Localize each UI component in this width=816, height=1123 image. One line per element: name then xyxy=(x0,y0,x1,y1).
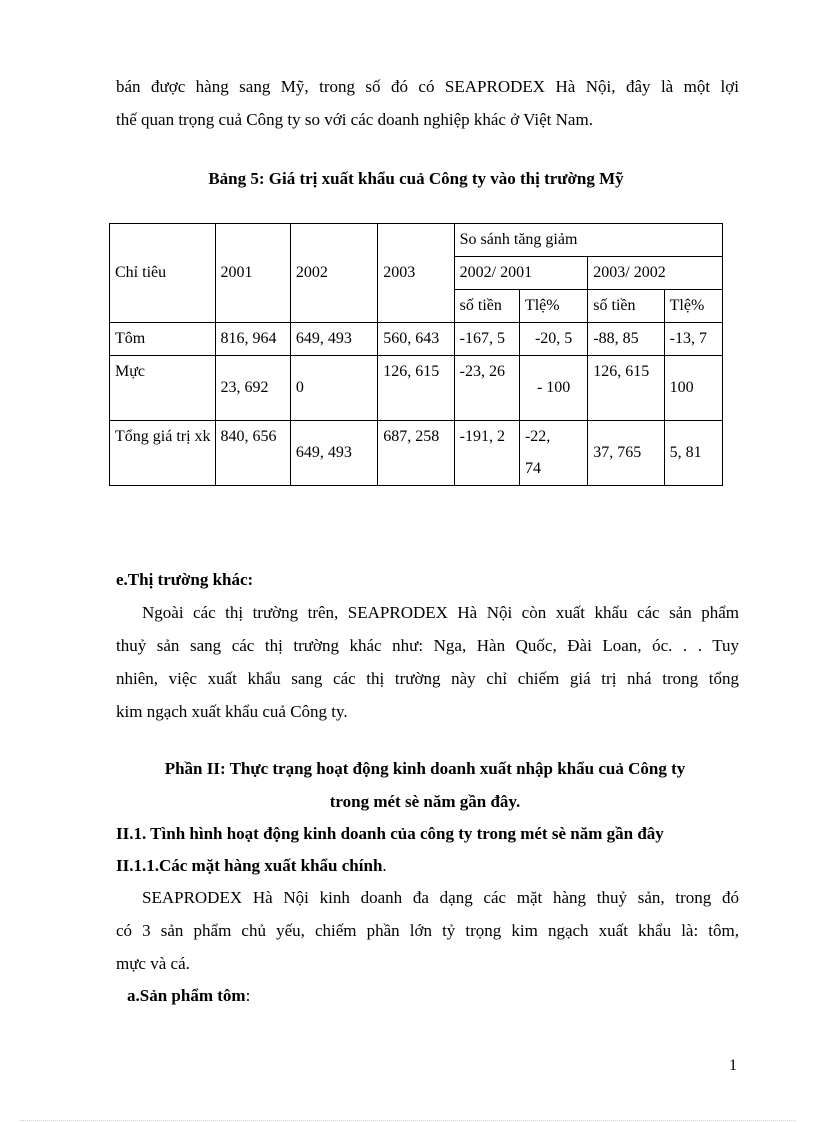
page-number: 1 xyxy=(729,1057,737,1074)
cell-so-tien-2: -88, 85 xyxy=(588,323,664,356)
cell-2002: 0 xyxy=(290,356,377,421)
cell-so-tien-1: -167, 5 xyxy=(459,330,505,347)
section-e-line-4: kim ngạch xuất khẩu cuả Công ty. xyxy=(116,702,348,721)
cell-tle-2: -13, 7 xyxy=(669,330,707,347)
cell-2002: 649, 493 xyxy=(290,421,377,486)
header-2002-2001: 2002/ 2001 xyxy=(454,257,588,290)
table-caption: Bảng 5: Giá trị xuất khẩu cuả Công ty vào thị trường Mỹ xyxy=(208,169,624,188)
intro-line-2: thế quan trọng cuả Công ty so với các doanh nghiệp khác ở Việt Nam. xyxy=(116,110,593,129)
header-compare: So sánh tăng giảm xyxy=(454,224,722,257)
part2-line-2: có 3 sản phẩm chủ yếu, chiếm phần lớn tỷ trọng kim ngạch xuất khẩu là: tôm, xyxy=(116,921,739,940)
header-so-tien-2: số tiền xyxy=(588,290,664,323)
header-2001: 2001 xyxy=(215,224,290,323)
cell-tle-1: - 100 xyxy=(519,356,587,421)
section-e-heading: e.Thị trường khác: xyxy=(116,570,254,589)
cell-tle-1: -20, 5 xyxy=(519,323,587,356)
cell-2001: 816, 964 xyxy=(220,330,277,347)
cell-tle-2: 5, 81 xyxy=(664,421,722,486)
cell-2003: 126, 615 xyxy=(383,363,440,380)
section-ii11-heading xyxy=(116,849,387,882)
header-so-tien-1: số tiền xyxy=(454,290,519,323)
part2-title-line-1: Phần II: Thực trạng hoạt động kinh doanh xuất nhập khẩu cuả Công ty xyxy=(164,759,686,778)
intro-line-1: bán được hàng sang Mỹ, trong số đó có SEAPRODEX Hà Nội, đây là một lợi xyxy=(116,77,739,96)
cell-so-tien-2: 37, 765 xyxy=(588,421,664,486)
export-value-table xyxy=(109,223,723,486)
row-label: Tổng giá trị xk xyxy=(115,428,211,445)
cell-so-tien-1: -23, 26 xyxy=(459,363,505,380)
row-label: Mực xyxy=(110,356,216,421)
table-row xyxy=(110,356,723,421)
header-chi-tieu: Chỉ tiêu xyxy=(110,224,216,323)
header-2002: 2002 xyxy=(290,224,377,323)
cell-2001: 840, 656 xyxy=(220,428,277,445)
section-e-line-1: Ngoài các thị trường trên, SEAPRODEX Hà Nội còn xuất khẩu các sản phẩm xyxy=(142,603,739,622)
table-row xyxy=(110,421,723,486)
cell-2002: 649, 493 xyxy=(290,323,377,356)
cell-so-tien-2: 126, 615 xyxy=(593,363,650,380)
part2-paragraph xyxy=(116,881,739,980)
part2-title-line-2: trong mét sè năm gần đây. xyxy=(329,792,521,811)
section-ii1-heading: II.1. Tình hình hoạt động kinh doanh của công ty trong mét sè năm gần đây xyxy=(116,824,664,843)
cell-2001: 23, 692 xyxy=(215,356,290,421)
section-e-line-2: thuỷ sản sang các thị trường khác như: Nga, Hàn Quốc, Đài Loan, óc. . . Tuy xyxy=(116,636,739,655)
header-tle-1: Tlệ% xyxy=(519,290,587,323)
row-label: Tôm xyxy=(110,323,216,356)
header-2003-2002: 2003/ 2002 xyxy=(588,257,723,290)
cell-tle-2: 100 xyxy=(664,356,722,421)
section-e-paragraph xyxy=(116,596,739,728)
cell-2003: 687, 258 xyxy=(383,428,440,445)
section-ii11-period: . xyxy=(382,856,387,875)
cell-2003: 560, 643 xyxy=(383,330,440,347)
cell-tle-1: -22, 74 xyxy=(524,428,551,477)
header-2003: 2003 xyxy=(378,224,454,323)
page-bottom-divider xyxy=(20,1120,796,1121)
header-tle-2: Tlệ% xyxy=(664,290,722,323)
intro-paragraph xyxy=(116,70,739,136)
section-ii11-title: II.1.1.Các mặt hàng xuất khẩu chính xyxy=(116,856,383,875)
section-a-title: a.Sản phẩm tôm xyxy=(127,986,246,1005)
table-row xyxy=(110,323,723,356)
cell-so-tien-1: -191, 2 xyxy=(459,428,505,445)
section-e-line-3: nhiên, việc xuất khẩu sang các thị trường này chỉ chiếm giá trị nhá trong tổng xyxy=(116,669,739,688)
section-a-colon: : xyxy=(245,986,251,1005)
section-a-heading xyxy=(127,979,250,1012)
part2-line-3: mực và cá. xyxy=(116,954,190,973)
part2-line-1: SEAPRODEX Hà Nội kinh doanh đa dạng các mặt hàng thuỷ sản, trong đó xyxy=(142,888,739,907)
